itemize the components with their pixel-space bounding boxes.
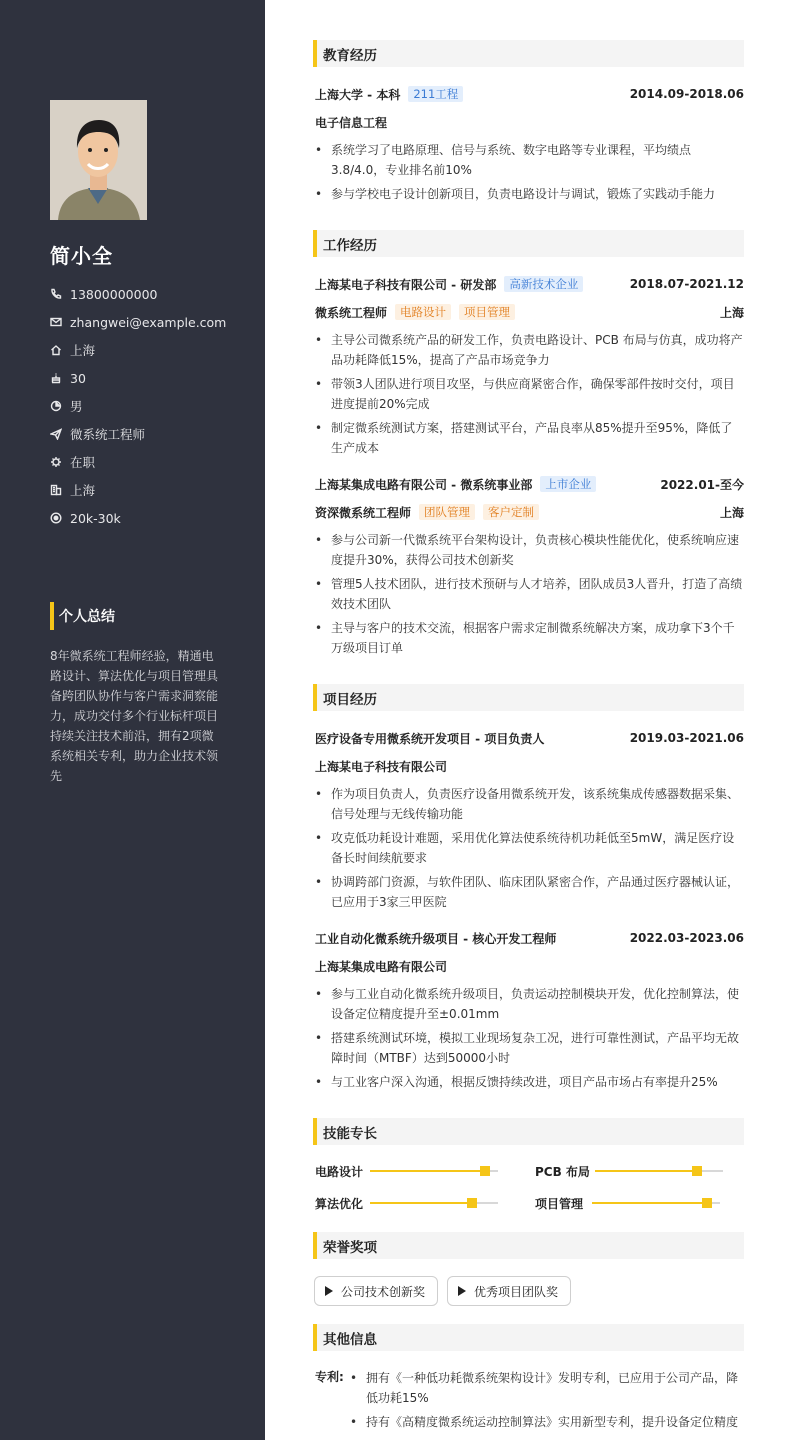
gender-text: 男 xyxy=(70,399,83,414)
project-name: 医疗设备专用微系统开发项目 - 项目负责人 xyxy=(315,731,545,746)
school-name: 上海大学 - 本科 xyxy=(315,87,401,102)
list-item: • 参与公司新一代微系统平台架构设计，负责核心模块性能优化，使系统响应速度提升30%，获得公司技术创新奖 xyxy=(315,533,740,567)
sidebar xyxy=(0,0,265,1440)
work-heading: 工作经历 xyxy=(313,230,744,257)
education-date: 2014.09-2018.06 xyxy=(629,87,744,101)
mail-icon xyxy=(50,316,62,328)
project-company: 上海某电子科技有限公司 xyxy=(315,759,448,774)
list-item: • 协调跨部门资源，与软件团队、临床团队紧密合作，产品通过医疗器械认证，已应用于3家三甲医院 xyxy=(315,875,740,909)
salary-text: 20k-30k xyxy=(70,510,121,526)
phone-text: 13800000000 xyxy=(70,286,158,302)
phone-row xyxy=(50,280,226,308)
award-item: 公司技术创新奖 xyxy=(314,1276,438,1306)
gender-icon xyxy=(50,400,62,412)
project-bullets xyxy=(315,784,744,916)
patent-list xyxy=(350,1368,744,1432)
job-role: 微系统工程师 xyxy=(315,305,388,320)
skill-bar xyxy=(592,1202,720,1204)
project-header-row xyxy=(315,728,744,748)
company-tag: 上市企业 xyxy=(540,476,596,492)
list-item: • 系统学习了电路原理、信号与系统、数字电路等专业课程，平均绩点3.8/4.0，专业排名前10% xyxy=(315,143,692,177)
skill-item: 电路设计 xyxy=(315,1164,364,1179)
patent-label: 专利: xyxy=(315,1370,344,1384)
contact-info xyxy=(50,280,226,532)
skills-heading: 技能专长 xyxy=(313,1118,744,1145)
award-item: 优秀项目团队奖 xyxy=(447,1276,571,1306)
skill-item: PCB 布局 xyxy=(535,1164,590,1179)
email-row xyxy=(50,308,226,336)
job-role: 资深微系统工程师 xyxy=(315,505,412,520)
skill-tag: 客户定制 xyxy=(483,504,539,520)
skill-item: 算法优化 xyxy=(315,1196,364,1211)
status-text: 在职 xyxy=(70,455,96,470)
skill-bar xyxy=(370,1202,498,1204)
job-bullets xyxy=(315,330,744,462)
project-header-row xyxy=(315,928,744,948)
profile-photo xyxy=(50,100,147,220)
list-item: • 拥有《一种低功耗微系统架构设计》发明专利，已应用于公司产品，降低功耗15% xyxy=(350,1371,739,1405)
job-date: 2018.07-2021.12 xyxy=(629,277,744,291)
list-item: • 搭建系统测试环境，模拟工业现场复杂工况，进行可靠性测试，产品平均无故障时间（MTBF）达到50000小时 xyxy=(315,1031,740,1065)
position-text: 微系统工程师 xyxy=(70,427,146,442)
job-role-row xyxy=(315,302,744,322)
target-city-row xyxy=(50,476,226,504)
age-text: 30 xyxy=(70,370,86,386)
education-header-row xyxy=(315,84,744,104)
skill-bar xyxy=(370,1170,498,1172)
job-location: 上海 xyxy=(719,505,744,520)
project-name: 工业自动化微系统升级项目 - 核心开发工程师 xyxy=(315,931,557,946)
candidate-name: 简小全 xyxy=(50,244,113,268)
email-text: zhangwei@example.com xyxy=(70,314,227,330)
age-row xyxy=(50,364,226,392)
status-row xyxy=(50,448,226,476)
projects-heading: 项目经历 xyxy=(313,684,744,711)
job-date: 2022.01-至今 xyxy=(660,477,744,492)
school-tag: 211工程 xyxy=(408,86,463,102)
summary-text: 8年微系统工程师经验，精通电路设计、算法优化与项目管理具备跨团队协作与客户需求洞察能力，成功交付多个行业标杆项目 持续关注技术前沿，拥有2项微系统相关专利，助力企业技术领先 xyxy=(50,649,219,783)
education-bullets xyxy=(315,140,744,208)
list-item: • 参与工业自动化微系统升级项目，负责运动控制模块开发，优化控制算法，使设备定位精度提升至±0.01mm xyxy=(315,987,740,1021)
cake-icon xyxy=(50,372,62,384)
skill-tag: 项目管理 xyxy=(459,304,515,320)
list-item: • 带领3人团队进行项目攻坚，与供应商紧密合作，确保零部件按时交付，项目进度提前20%完成 xyxy=(315,377,735,411)
list-item: • 攻克低功耗设计难题，采用优化算法使系统待机功耗低至5mW，满足医疗设备长时间续航要求 xyxy=(315,831,735,865)
list-item: • 作为项目负责人，负责医疗设备用微系统开发，该系统集成传感器数据采集、信号处理与无线传输功能 xyxy=(315,787,740,821)
job-header-row xyxy=(315,274,744,294)
other-heading: 其他信息 xyxy=(313,1324,744,1351)
play-icon xyxy=(458,1286,466,1296)
status-icon xyxy=(50,456,62,468)
list-item: • 与工业客户深入沟通，根据反馈持续改进，项目产品市场占有率提升25% xyxy=(315,1075,718,1089)
list-item: • 持有《高精度微系统运动控制算法》实用新型专利，提升设备定位精度 xyxy=(350,1415,739,1429)
project-date: 2019.03-2021.06 xyxy=(629,731,744,745)
project-company-row xyxy=(315,756,744,776)
education-major-row xyxy=(315,112,744,132)
position-row xyxy=(50,420,226,448)
send-icon xyxy=(50,428,62,440)
job-location: 上海 xyxy=(719,305,744,320)
phone-icon xyxy=(50,288,62,300)
education-major: 电子信息工程 xyxy=(315,115,388,130)
skill-tag: 团队管理 xyxy=(419,504,475,520)
job-company: 上海某电子科技有限公司 - 研发部 xyxy=(315,277,497,292)
job-company: 上海某集成电路有限公司 - 微系统事业部 xyxy=(315,477,533,492)
skill-item: 项目管理 xyxy=(535,1196,584,1211)
education-heading: 教育经历 xyxy=(313,40,744,67)
skill-bar xyxy=(595,1170,723,1172)
company-tag: 高新技术企业 xyxy=(504,276,583,292)
list-item: • 主导公司微系统产品的研发工作，负责电路设计、PCB 布局与仿真，成功将产品功耗降低15%，提高了产品市场竞争力 xyxy=(315,333,743,367)
list-item: • 制定微系统测试方案，搭建测试平台，产品良率从85%提升至95%，降低了生产成本 xyxy=(315,421,733,455)
building-icon xyxy=(50,484,62,496)
list-item: • 管理5人技术团队，进行技术预研与人才培养，团队成员3人晋升，打造了高绩效技术团队 xyxy=(315,577,743,611)
list-item: • 主导与客户的技术交流，根据客户需求定制微系统解决方案，成功拿下3个千万级项目订单 xyxy=(315,621,735,655)
project-company: 上海某集成电路有限公司 xyxy=(315,959,448,974)
awards-heading: 荣誉奖项 xyxy=(313,1232,744,1259)
job-role-row xyxy=(315,502,744,522)
list-item: • 参与学校电子设计创新项目，负责电路设计与调试，锻炼了实践动手能力 xyxy=(315,187,716,201)
salary-row xyxy=(50,504,226,532)
summary-heading: 个人总结 xyxy=(50,602,115,630)
job-bullets xyxy=(315,530,744,662)
city-row xyxy=(50,336,226,364)
target-city-text: 上海 xyxy=(70,483,96,498)
home-icon xyxy=(50,344,62,356)
project-date: 2022.03-2023.06 xyxy=(629,931,744,945)
project-bullets xyxy=(315,984,744,1096)
play-icon xyxy=(325,1286,333,1296)
salary-icon xyxy=(50,512,62,524)
project-company-row xyxy=(315,956,744,976)
gender-row xyxy=(50,392,226,420)
skill-tag: 电路设计 xyxy=(395,304,451,320)
job-header-row xyxy=(315,474,744,494)
city-text: 上海 xyxy=(70,343,96,358)
